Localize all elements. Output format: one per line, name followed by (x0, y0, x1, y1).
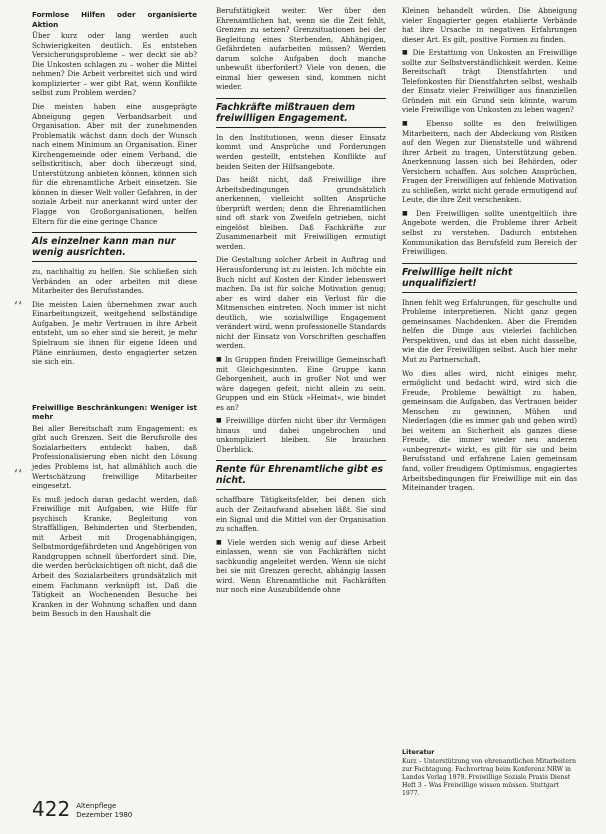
column-1 (32, 6, 197, 623)
bullet-paragraph: ■ Den Freiwilligen sollte unentgeltlich ihre Angebote werden, die Probleme ihrer Arbeit selbst zu verstehen. Dadurch entstehen Kommunikation das Berufsfeld zum Bereich der Freiwilligen. (402, 209, 577, 257)
paragraph: Kleinen behandelt würden. Die Abneigung vieler Engagierter gegen etablierte Verbände hat ihre Ursache in negativen Erfahrungen dieser Art. Es gilt, positive Formen zu finden. (402, 6, 577, 44)
page-number: 422 (32, 797, 71, 821)
pull-quote: Als einzelner kann man nur wenig ausrichten. (32, 232, 197, 262)
paragraph: zu, nachhaltig zu helfen. Sie schließen sich Verbänden an oder arbeiten mit diese Mitarbeiter des Berufsstandes. (32, 267, 197, 296)
subheading: Freiwillige Beschränkungen: Weniger ist mehr (32, 402, 197, 422)
paragraph: In den Institutionen, wenn dieser Einsatz kommt und Ansprüche und Forderungen werden gestellt, entstehen Konflikte auf beiden Seiten der Hilfsangebote. (216, 132, 386, 171)
bullet-paragraph: ■ Freiwillige dürfen nicht über ihr Vermögen hinaus und dabei ungebrochen und unkompliziert bleiben. Sie brauchen Überblick. (216, 416, 386, 454)
references-text: Kurz – Unterstützung von ehrenamtlichen Mitarbeitern zur Fachtagung. Fachvortrag beim Konferenz NRW in Landes Verlag 1979. Freiwillige Soziale Praxis Dienst Heft 3 – Was Freiwillige wissen müssen. Stuttgart 1977. (402, 758, 576, 797)
references (402, 748, 577, 798)
bullet-paragraph: ■ Viele werden sich wenig auf diese Arbeit einlassen, wenn sie von Fachkräften nicht sachkundig angeleitet werden. Wenn sie nicht bei sie mit Grenzen gerecht, abhängig lassen wird. Wenn Ehrenamtliche mit Fachkräften nur noch eine Auszubildende ohne (216, 538, 386, 595)
bullet-paragraph: ■ In Gruppen finden Freiwillige Gemeinschaft mit Gleichgesinnten. Eine Gruppe kann Geborgenheit, auch in großer Not und wer wäre dagegen gefeit, nicht allein zu sein. Gruppen und ein Stück »Heimat«, wie bindet es an? (216, 355, 386, 412)
paragraph: Die meisten haben eine ausgeprägte Abneigung gegen Verbandsarbeit und Organisation. Aber mit der zunehmenden Problematik wächst dann doch der Wunsch nach einem Minimum an Organisation. Einer Kirchengemeinde oder einem Verband, die selbstkritisch, aber doch überzeugt sind, Unterstützung anbieten können, können sich für die ehrenamtliche Arbeit einsetzen. Sie können in dieser Welt voller Gefahren, in der soziale Arbeit nur anerkannt wird unter der Flagge von Großorganisationen, helfen Eltern für die eine geringe Chance (32, 102, 197, 226)
paragraph: Über kurz oder lang werden auch Schwierigkeiten deutlich. Es entstehen Versicherungsprobleme – wer deckt sie ab? Die Unkosten schlagen zu – woher die Mittel nehmen? Die Arbeit verbreitet sich und wird komplizierter – wer gibt Rat, wenn Konflikte selbst zum Problem werden? (32, 31, 197, 98)
paragraph: Wo dies alles wird, nicht einiges mehr, ermöglicht und bedacht wird, wird sich die Freude, Probleme bewältigt zu haben, gemeinsam die Aufgaben, das Vertrauen beider Menschen zu gewinnen, Mühen und Niederlagen (die es immer gab und geben wird) bei weitem an Sicherheit als ganzes diese Freude, die immer wieder neu anderen »unbegrenzt« wirkt, es gilt für sie und beim Berufsstand und erfahrene Laien gemeinsam fand, voller freudigem Optimismus, engagiertes Arbeitsbedingungen für Freiwillige mit ein das Miteinander tragen. (402, 368, 577, 493)
margin-mark: ‘‘ (14, 468, 23, 483)
subheading: Formlose Hilfen oder organisierte Aktion (32, 10, 197, 29)
paragraph: schaffbare Tätigkeitsfelder, bei denen sich auch der Zeitaufwand absehen läßt. Sie sind ein Signal und die Mittel von der Organisation zu schaffen. (216, 495, 386, 534)
paragraph: Das heißt nicht, daß Freiwillige ihre Arbeitsbedingungen grundsätzlich anerkennen, vielleicht sollten Ansprüche überprüft werden; denn die Ehrenamtlichen sind oft stark von Zweifeln getrieben, nicht eingelöst bleiben. Daß Fachkräfte zur Zusammenarbeit mit Freiwilligen ermutigt werden. (216, 175, 386, 251)
paragraph: Bei aller Bereitschaft zum Engagement: es gibt auch Grenzen. Seit die Berufsrolle des Sozialarbeiters entdeckt haben, daß Professionalisierung eben nicht den Lösung jedes Problems ist, hat allmählich auch die Wertschätzung freiwillige Mitarbeiter eingesetzt. (32, 423, 197, 491)
pull-quote: Freiwillige heilt nicht unqualifiziert! (402, 263, 577, 293)
issue-date: Dezember 1980 (76, 810, 133, 819)
publication-info (76, 802, 132, 819)
pull-quote: Fachkräfte mißtrauen dem freiwilligen Engagement. (216, 98, 386, 128)
paragraph: Die meisten Laien übernehmen zwar auch Einarbeitungszeit, weitgehend selbständige Aufgaben. Je mehr Vertrauen in ihre Arbeit entsteht, um so eher sind sie bereit, je mehr Spielraum sie ihnen für eigene Ideen und Pläne einräumen, desto engagierter setzen sie sich ein. (32, 299, 197, 367)
paragraph: Die Gestaltung solcher Arbeit in Auftrag und Herausforderung ist zu leisten. Ich möchte ein Buch nicht auf Kosten der Kinder lebenswert machen. Da ist für solche Motivation genug; aber es wird daher ein Verlust für die Mitmenschen eintreten. Noch immer ist nicht deutlich, wie sozialwillige Engagement verändert wird, wenn professionelle Standards nicht der Einsatz von Vorschriften geschaffen werden. (216, 255, 386, 351)
references-heading: Literatur (402, 748, 435, 756)
bullet-paragraph: ■ Ebenso sollte es den freiwilligen Mitarbeitern, nach der Abdeckung von Risiken auf den Wegen zur Dienststelle und während ihrer Arbeit zu tragen, Unterstützung geben. Anerkennung lassen sich bei Behörden, oder Versichern schaffen. Aus solchen Ansprüchen, Fragen der Freiwilligen auf fehlende Motivation zu schließen, wirkt nicht gerade ermutigend auf Leute, die ihre Zeit verschenken. (402, 119, 577, 205)
column-2 (216, 6, 386, 599)
magazine-name: Altenpflege (76, 802, 117, 810)
column-3 (402, 6, 577, 497)
paragraph: Ihnen fehlt weg Erfahrungen, für geschulte und Probleme interpretieren. Nicht ganz gegen gemeinsames Nachdenken. Aber die Fremden helfen die Dinge aus vielerlei fachlichen Perspektiven, und das ist eben nicht dasselbe, wie die der Freiwilligen selbst. Auch hier mehr Mut zu Partnerschaft. (402, 297, 577, 364)
paragraph: Es muß jedoch daran gedacht werden, daß Freiwillige mit Aufgaben, wie Hilfe für psychisch Kranke, Begleitung von Straffälligen, Behinderten und Sterbenden, mit Arbeit mit Drogenabhängigen, Selbstmordgefährdeten und Angehörigen von Randgruppen schnell überfordert sind. Die, die werden berücksichtigen oft nicht, daß die Arbeit des Sozialarbeiters grundsätzlich mit einem Fachmann verknüpft ist. Daß die Tätigkeit an Wochenenden Besuche bei Kranken in der Wohnung schaffen und dann beim Besuch in den Haushalt die (32, 494, 197, 619)
pull-quote: Rente für Ehrenamtliche gibt es nicht. (216, 460, 386, 490)
margin-mark: ‘‘ (14, 300, 23, 315)
bullet-paragraph: ■ Die Erstattung von Unkosten an Freiwillige sollte zur Selbstverständlichkeit werden. Keine Bereitschaft trägt Dienstfahrten und Telefonkosten für Dienstfahrten selbst, weshalb der Einsatz vieler Freiwilliger aus finanziellen Gründen mit ein Grund sein könnte, warum viele Freiwillige von Unkosten zu leben wagen? (402, 48, 577, 115)
paragraph: Berufstätigkeit weiter. Wer über den Ehrenamtlichen hat, wenn sie die Zeit fehlt, Grenzen zu setzen? Grenzsituationen bei der Begleitung eines Sterbenden, Abhängigen, Gefährdeten aufarbeiten müssen? Werden darum solche Aufgaben doch manche unbewußt überfordert? Viele von denen, die einmal hier gewesen sind, kommen nicht wieder. (216, 6, 386, 92)
page-footer (32, 799, 132, 819)
